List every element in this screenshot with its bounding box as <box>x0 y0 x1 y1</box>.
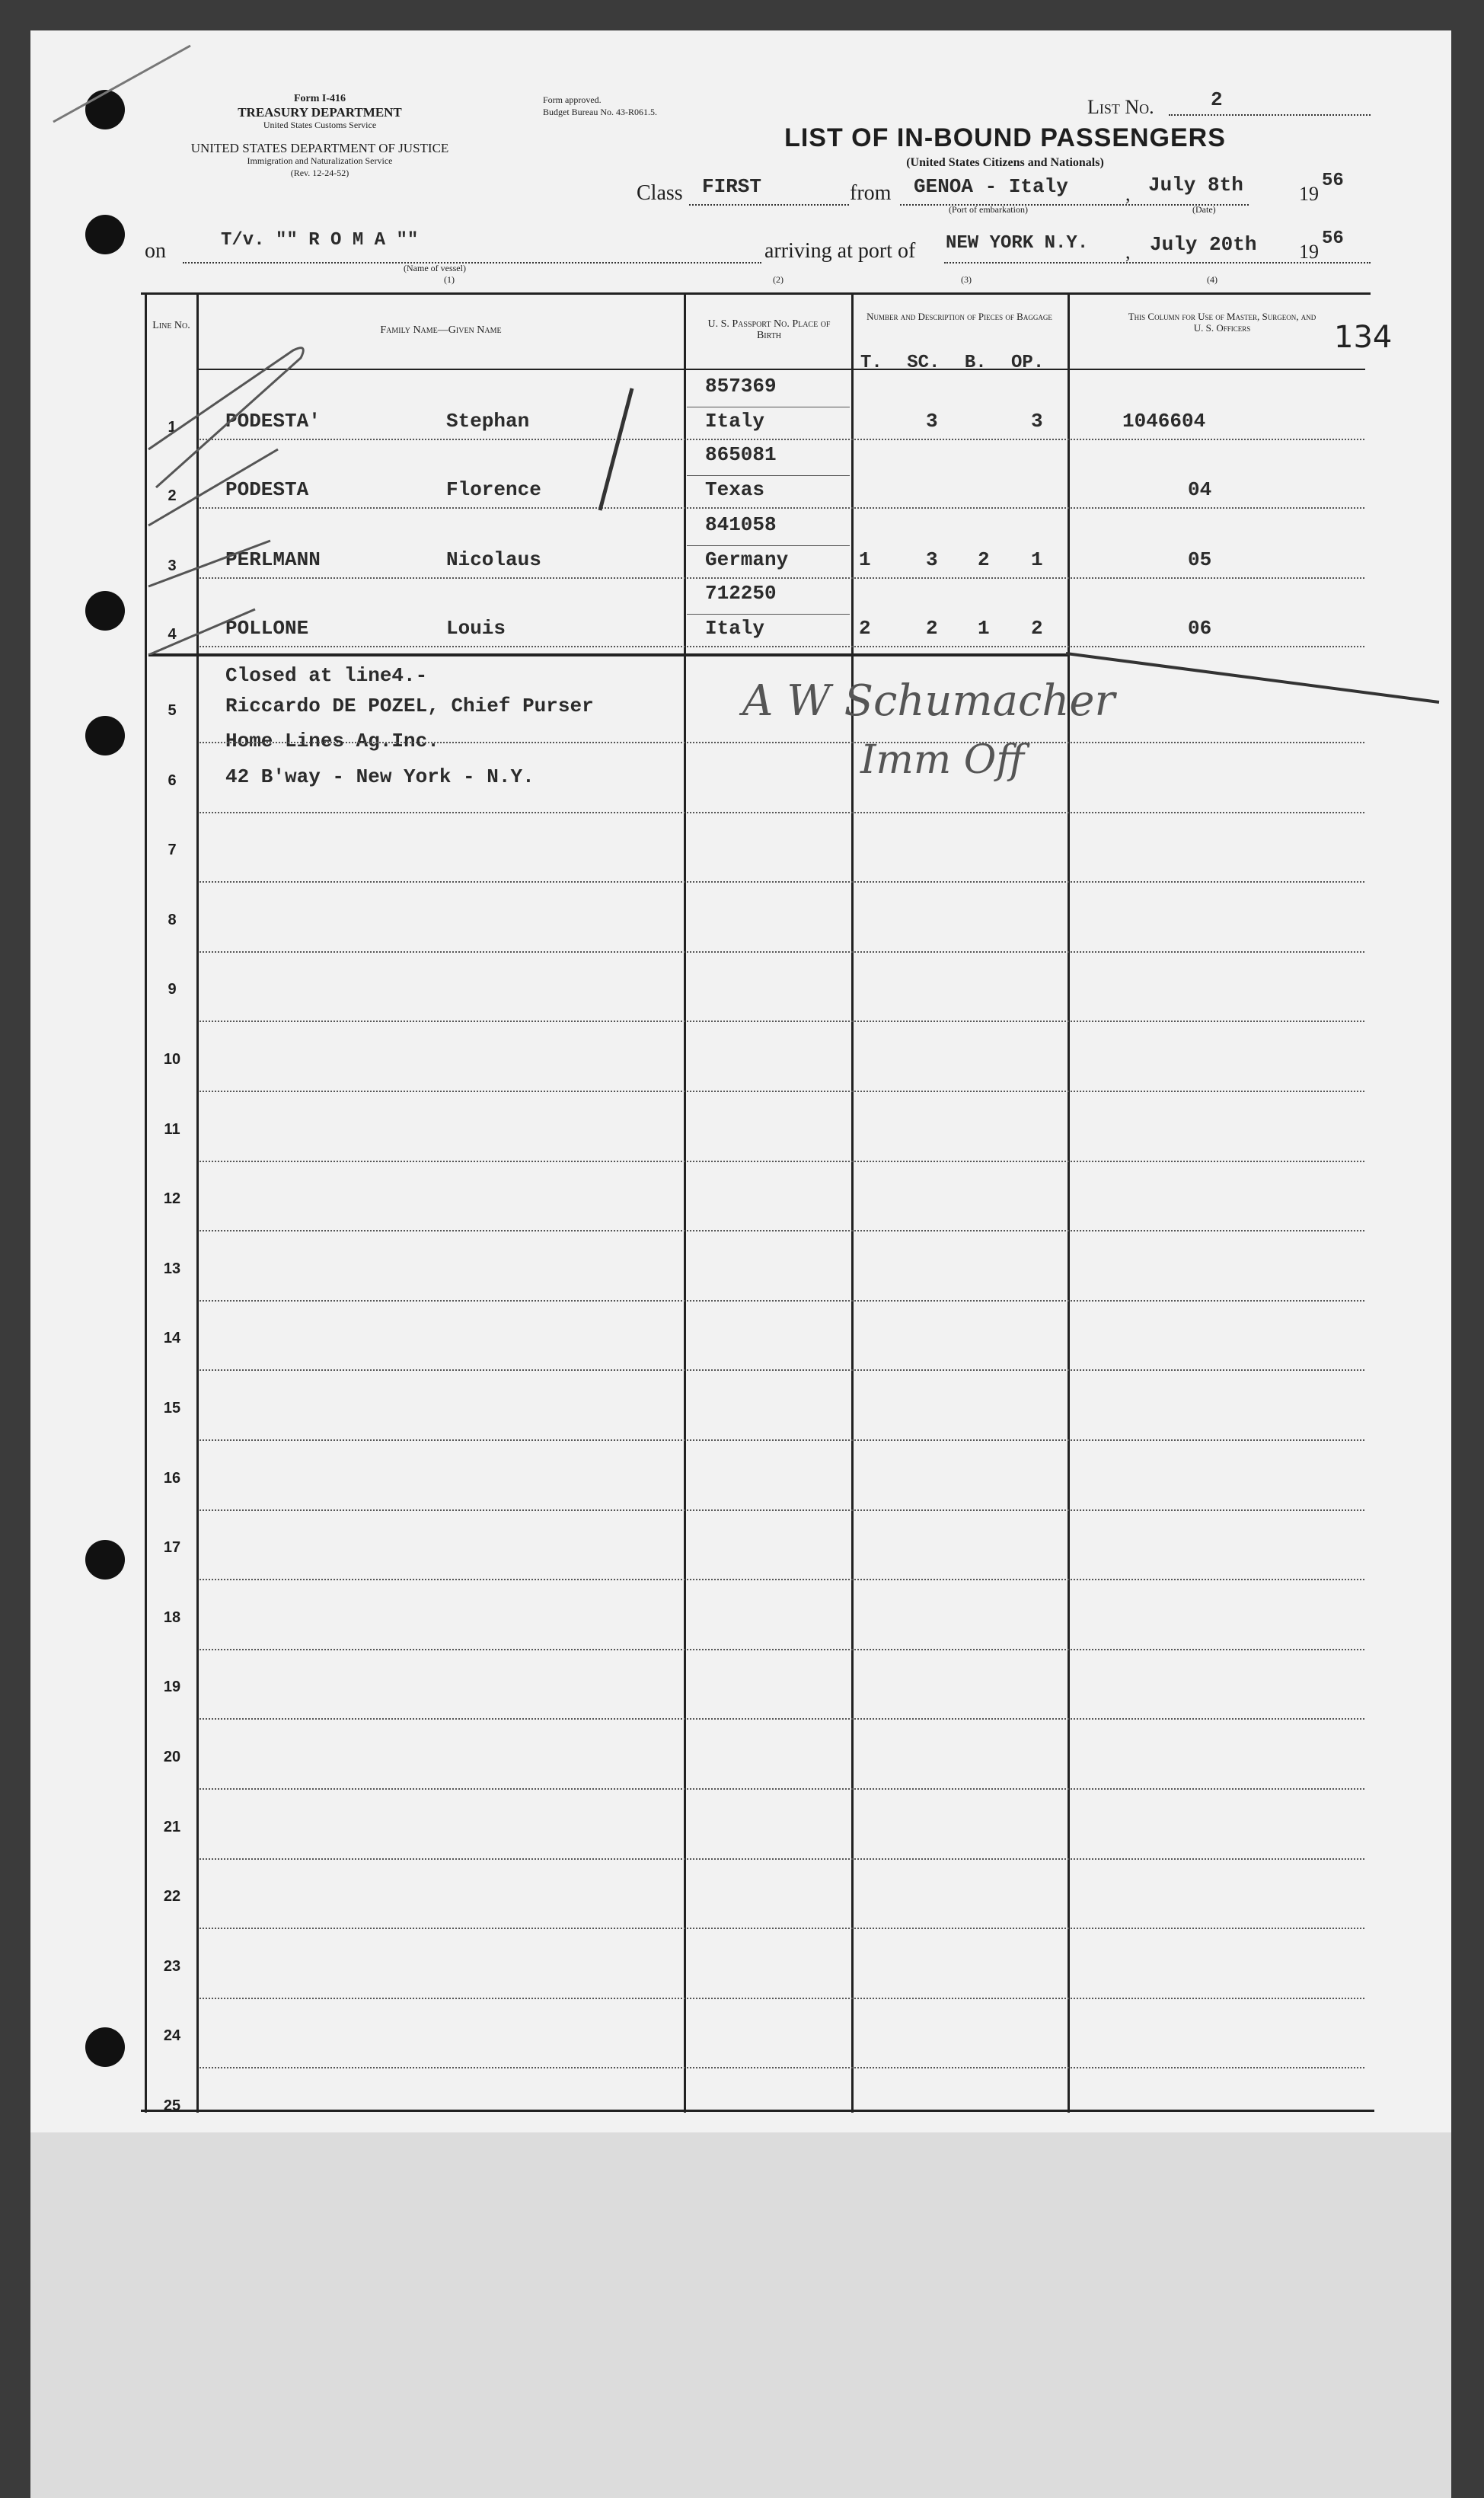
year-value: 56 <box>1322 171 1344 191</box>
passport-number: 712250 <box>705 582 777 605</box>
ins-heading: Immigration and Naturalization Service <box>247 155 393 166</box>
family-name: PERLMANN <box>225 548 321 571</box>
family-name: POLLONE <box>225 617 309 640</box>
officer-entry: 1046604 <box>1122 410 1206 433</box>
baggage-divider <box>1068 292 1070 2113</box>
form-approved: Form approved. <box>543 94 602 105</box>
passport-number: 841058 <box>705 513 777 536</box>
row-rule <box>199 951 1364 953</box>
page-subtitle: (United States Citizens and Nationals) <box>906 156 1104 169</box>
row-rule <box>199 1091 1364 1092</box>
baggage-t: 2 <box>859 617 871 640</box>
family-name: PODESTA <box>225 478 309 501</box>
line-number: 7 <box>168 842 177 858</box>
check-mark <box>594 381 647 518</box>
header-baggage: Number and Description of Pieces of Baggage <box>866 311 1052 322</box>
vessel-name: T/v. "" R O M A "" <box>221 230 419 251</box>
column-caption-4: (4) <box>1207 274 1218 285</box>
column-caption-1: (1) <box>444 274 455 285</box>
place-of-birth: Italy <box>705 410 765 433</box>
row-rule <box>199 2067 1364 2068</box>
comma: , <box>1125 183 1131 205</box>
on-label: on <box>145 239 166 263</box>
row-rule <box>199 881 1364 883</box>
closing-line-3: Home Lines Ag.Inc. <box>225 730 439 752</box>
officer-title: Imm Off <box>860 737 1025 783</box>
date-caption: (Date) <box>1192 204 1216 215</box>
column-caption-2: (2) <box>773 274 783 285</box>
header-bottom-rule <box>196 369 1365 370</box>
closing-line-1: Closed at line4.- <box>225 664 428 687</box>
line-number: 8 <box>168 912 177 928</box>
list-no-label: List No. <box>1087 96 1154 118</box>
line-number: 23 <box>163 1958 181 1975</box>
closing-line-4: 42 B'way - New York - N.Y. <box>225 765 535 788</box>
row-rule <box>199 1788 1364 1790</box>
line-number: 16 <box>163 1470 181 1487</box>
line-number: 13 <box>163 1260 181 1277</box>
row-rule <box>199 1858 1364 1860</box>
arrival-date: July 20th <box>1150 233 1257 256</box>
given-name: Florence <box>446 478 541 501</box>
baggage-op: 1 <box>1031 548 1043 571</box>
line-number: 24 <box>163 2027 181 2044</box>
place-of-birth: Germany <box>705 548 789 571</box>
embark-date: July 8th <box>1148 174 1243 196</box>
closing-strike-extension <box>1066 647 1447 708</box>
row-rule <box>199 1300 1364 1302</box>
family-name: PODESTA' <box>225 410 321 433</box>
header-line-no: Line No. <box>152 320 190 331</box>
row-rule <box>199 507 1364 509</box>
revision-note: (Rev. 12-24-52) <box>290 168 349 178</box>
header-passport: U. S. Passport No. Place of Birth <box>707 318 831 341</box>
tally-marks <box>141 335 346 655</box>
passport-subrule <box>687 475 850 476</box>
line-number: 11 <box>164 1121 180 1138</box>
punch-hole <box>85 1540 125 1580</box>
header-family-name: Family Name—Given Name <box>380 324 502 336</box>
officer-signature: A W Schumacher <box>742 676 1115 726</box>
row-rule <box>199 1998 1364 1999</box>
baggage-op: 3 <box>1031 410 1043 433</box>
punch-hole <box>85 716 125 755</box>
passport-divider <box>851 292 854 2113</box>
line-number: 12 <box>163 1190 181 1207</box>
line-number: 20 <box>163 1749 181 1765</box>
row-rule <box>199 577 1364 579</box>
arrival-port: NEW YORK N.Y. <box>946 233 1089 254</box>
officer-entry: 04 <box>1188 478 1212 501</box>
justice-heading: UNITED STATES DEPARTMENT OF JUSTICE <box>190 141 449 155</box>
customs-heading: United States Customs Service <box>263 120 377 130</box>
closing-line-2: Riccardo DE POZEL, Chief Purser <box>225 695 594 717</box>
name-divider <box>684 292 686 2113</box>
line-number: 25 <box>163 2097 181 2114</box>
baggage-b: 2 <box>978 548 990 571</box>
year-prefix: 19 <box>1299 241 1319 263</box>
line-number: 9 <box>168 981 177 998</box>
passport-subrule <box>687 614 850 615</box>
class-value: FIRST <box>702 175 762 198</box>
row-rule <box>199 1509 1364 1511</box>
line-number: 18 <box>163 1609 181 1626</box>
arriving-label: arriving at port of <box>764 239 916 263</box>
row-rule <box>199 1579 1364 1580</box>
given-name: Stephan <box>446 410 530 433</box>
line-number: 19 <box>163 1679 181 1695</box>
baggage-sc: 3 <box>926 548 938 571</box>
officer-entry: 06 <box>1188 617 1212 640</box>
page-title: LIST OF IN-BOUND PASSENGERS <box>784 123 1226 152</box>
line-number: 21 <box>163 1819 181 1835</box>
column-caption-3: (3) <box>961 274 972 285</box>
class-label: Class <box>637 181 683 205</box>
comma: , <box>1125 241 1131 263</box>
baggage-t: 1 <box>859 548 871 571</box>
passport-subrule <box>687 545 850 546</box>
line-number: 4 <box>168 626 177 643</box>
line-number: 17 <box>163 1539 181 1556</box>
row-rule <box>199 812 1364 813</box>
year-prefix: 19 <box>1299 183 1319 205</box>
line-number: 14 <box>163 1330 181 1346</box>
line-number: 6 <box>168 772 177 789</box>
baggage-sc: 2 <box>926 617 938 640</box>
line-number: 5 <box>168 702 177 719</box>
row-rule <box>199 1928 1364 1929</box>
embark-caption: (Port of embarkation) <box>949 204 1028 215</box>
baggage-subheader: T. SC. B. OP. <box>860 353 1045 373</box>
row-rule <box>199 1230 1364 1231</box>
header-officers: This Column for Use of Master, Surgeon, and U. S. Officers <box>1128 311 1316 334</box>
vessel-underline <box>183 262 761 264</box>
row-rule <box>199 1021 1364 1022</box>
row-rule <box>199 1369 1364 1371</box>
place-of-birth: Italy <box>705 617 765 640</box>
list-no-underline <box>1169 114 1371 116</box>
row-rule <box>199 439 1364 440</box>
from-label: from <box>850 181 892 205</box>
line-number: 3 <box>168 557 177 574</box>
row-rule <box>199 742 1364 743</box>
vessel-caption: (Name of vessel) <box>404 263 466 273</box>
punch-hole <box>85 591 125 631</box>
row-rule <box>199 1649 1364 1650</box>
officer-entry: 05 <box>1188 548 1212 571</box>
baggage-sc: 3 <box>926 410 938 433</box>
line-number: 22 <box>163 1888 181 1905</box>
place-of-birth: Texas <box>705 478 765 501</box>
table-top-border <box>141 292 1371 295</box>
year-value: 56 <box>1322 228 1344 249</box>
row-rule <box>199 1439 1364 1441</box>
corner-pen-mark <box>46 38 198 129</box>
punch-hole <box>85 215 125 254</box>
line-number: 1 <box>168 419 177 436</box>
from-value: GENOA - Italy <box>914 175 1068 198</box>
scanner-background <box>30 2132 1451 2498</box>
row-rule <box>199 1718 1364 1720</box>
baggage-op: 2 <box>1031 617 1043 640</box>
line-number: 15 <box>163 1400 181 1417</box>
form-number: Form I-416 <box>293 93 346 104</box>
passport-number: 865081 <box>705 443 777 466</box>
table-bottom-border <box>141 2110 1374 2112</box>
passport-number: 857369 <box>705 375 777 398</box>
line-number: 2 <box>168 487 177 504</box>
treasury-heading: TREASURY DEPARTMENT <box>238 105 402 120</box>
line-number: 10 <box>163 1051 181 1068</box>
row-rule <box>199 1161 1364 1162</box>
given-name: Nicolaus <box>446 548 541 571</box>
budget-bureau: Budget Bureau No. 43-R061.5. <box>543 107 657 117</box>
list-no-value: 2 <box>1211 88 1223 111</box>
punch-hole <box>85 2027 125 2067</box>
baggage-b: 1 <box>978 617 990 640</box>
class-underline <box>689 204 849 206</box>
page-number: 134 <box>1334 320 1393 355</box>
given-name: Louis <box>446 617 506 640</box>
